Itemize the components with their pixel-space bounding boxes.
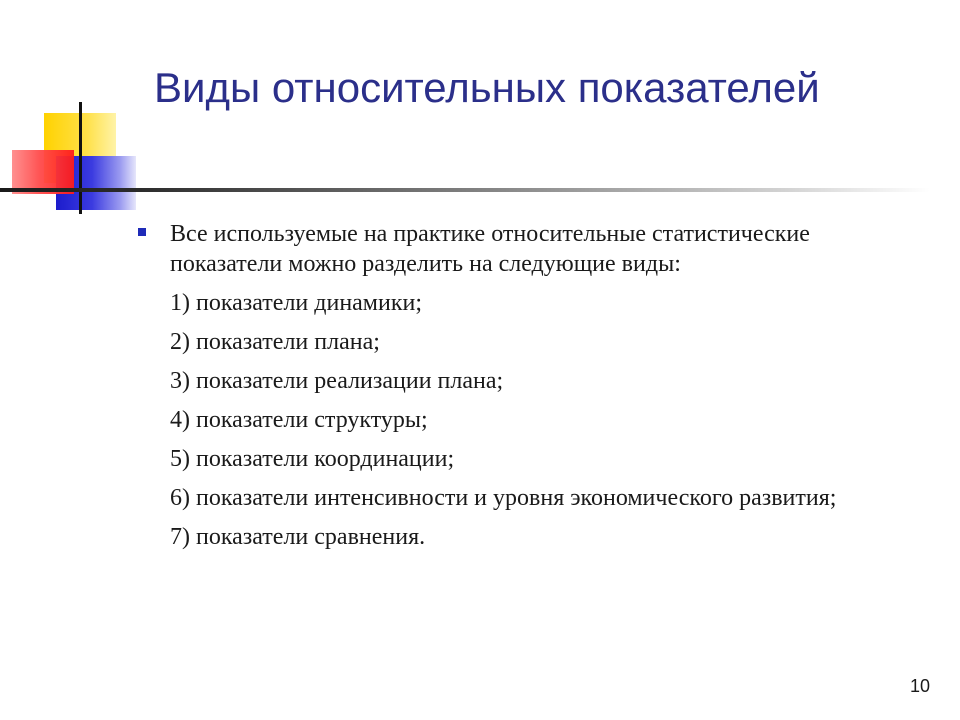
colored-squares-logo [0, 0, 140, 220]
list-item: 1) показатели динамики; [170, 290, 423, 316]
list-item: 7) показатели сравнения. [170, 524, 426, 550]
bullet-paragraph [136, 219, 926, 279]
list-item: 4) показатели структуры; [170, 407, 428, 433]
page-number: 10 [909, 676, 930, 696]
intro-text: Все используемые на практике относительные статистические показатели можно разделить на следующие виды: [170, 221, 810, 277]
square-bullet-icon [138, 228, 146, 236]
slide-body [136, 219, 926, 552]
title-underline [0, 188, 930, 192]
indicator-list [136, 288, 926, 552]
vertical-divider-line [79, 102, 82, 214]
list-item: 6) показатели интенсивности и уровня экономического развития; [170, 485, 837, 511]
slide-title: Виды относительных показателей [154, 64, 820, 111]
list-item: 3) показатели реализации плана; [170, 368, 504, 394]
list-item: 5) показатели координации; [170, 446, 455, 472]
list-item: 2) показатели плана; [170, 329, 380, 355]
